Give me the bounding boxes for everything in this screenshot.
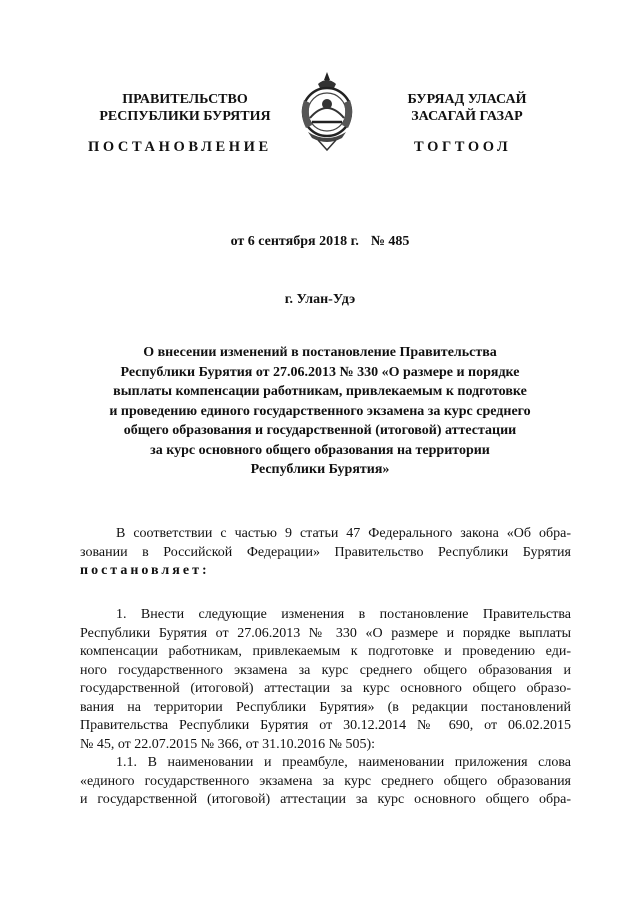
title-line: О внесении изменений в постановление Правительства	[143, 345, 497, 360]
doc-type-ru: ПОСТАНОВЛЕНИЕ	[88, 139, 272, 155]
city: г. Улан-Удэ	[284, 292, 356, 307]
government-name-ru	[95, 91, 275, 125]
preamble-paragraph	[80, 525, 571, 581]
body-line: Правительства Республики Бурятия от 30.12.2014 № 690, от 06.02.2015	[80, 718, 571, 733]
body-line: «единого государственного экзамена за курс среднего общего образования	[80, 773, 571, 789]
body-line: № 45, от 22.07.2015 № 366, от 31.10.2016 № 505):	[80, 736, 375, 752]
body-line: вания на территории Республики Бурятия» (в редакции постановлений	[80, 699, 571, 715]
title-line: и проведению единого государственного экзамена за курс среднего	[109, 403, 531, 419]
government-name-bur	[392, 91, 542, 125]
title-line: за курс основного общего образования на территории	[150, 442, 490, 458]
government-name-bur-line-2: ЗАСАГАЙ ГАЗАР	[411, 109, 523, 124]
body-line: 1. Внести следующие изменения в постановление Правительства	[116, 607, 571, 622]
document-date: от 6 сентября 2018 г.	[230, 234, 359, 249]
body-line: ного государственного экзамена за курс среднего общего образования и	[80, 662, 571, 678]
doc-type-bur: ТОГТООЛ	[414, 139, 512, 155]
decree-keyword: постановляет:	[80, 563, 210, 578]
government-name-bur-line-1: БУРЯАД УЛАСАЙ	[407, 92, 527, 107]
title-line: Республики Бурятия от 27.06.2013 № 330 «О размере и порядке	[120, 364, 520, 380]
date-and-number	[0, 234, 640, 250]
body-line: компенсации работникам, привлекаемым к подготовке и проведению еди-	[80, 644, 571, 659]
body-line: Республики Бурятия от 27.06.2013 № 330 «О размере и порядке выплаты	[80, 625, 571, 641]
coat-of-arms-icon	[296, 70, 358, 152]
document-number: № 485	[370, 234, 410, 249]
title-line: Республики Бурятия»	[250, 462, 390, 477]
title-line: общего образования и государственной (итоговой) аттестации	[123, 423, 517, 438]
title-line: выплаты компенсации работникам, привлекаемым к подготовке	[113, 384, 527, 399]
body-line: 1.1. В наименовании и преамбуле, наименовании приложения слова	[116, 755, 571, 770]
government-name-ru-line-1: ПРАВИТЕЛЬСТВО	[122, 92, 248, 107]
preamble-line: В соответствии с частью 9 статьи 47 Федерального закона «Об обра-	[116, 526, 571, 541]
document-title	[70, 343, 570, 480]
body-line: государственной (итоговой) аттестации за курс основного общего образо-	[80, 681, 571, 696]
government-name-ru-line-2: РЕСПУБЛИКИ БУРЯТИЯ	[99, 109, 271, 124]
preamble-line: зовании в Российской Федерации» Правительство Республики Бурятия	[80, 544, 571, 560]
body-paragraphs	[80, 606, 571, 810]
body-line: и государственной (итоговой) аттестации за курс основного общего обра-	[80, 792, 571, 807]
